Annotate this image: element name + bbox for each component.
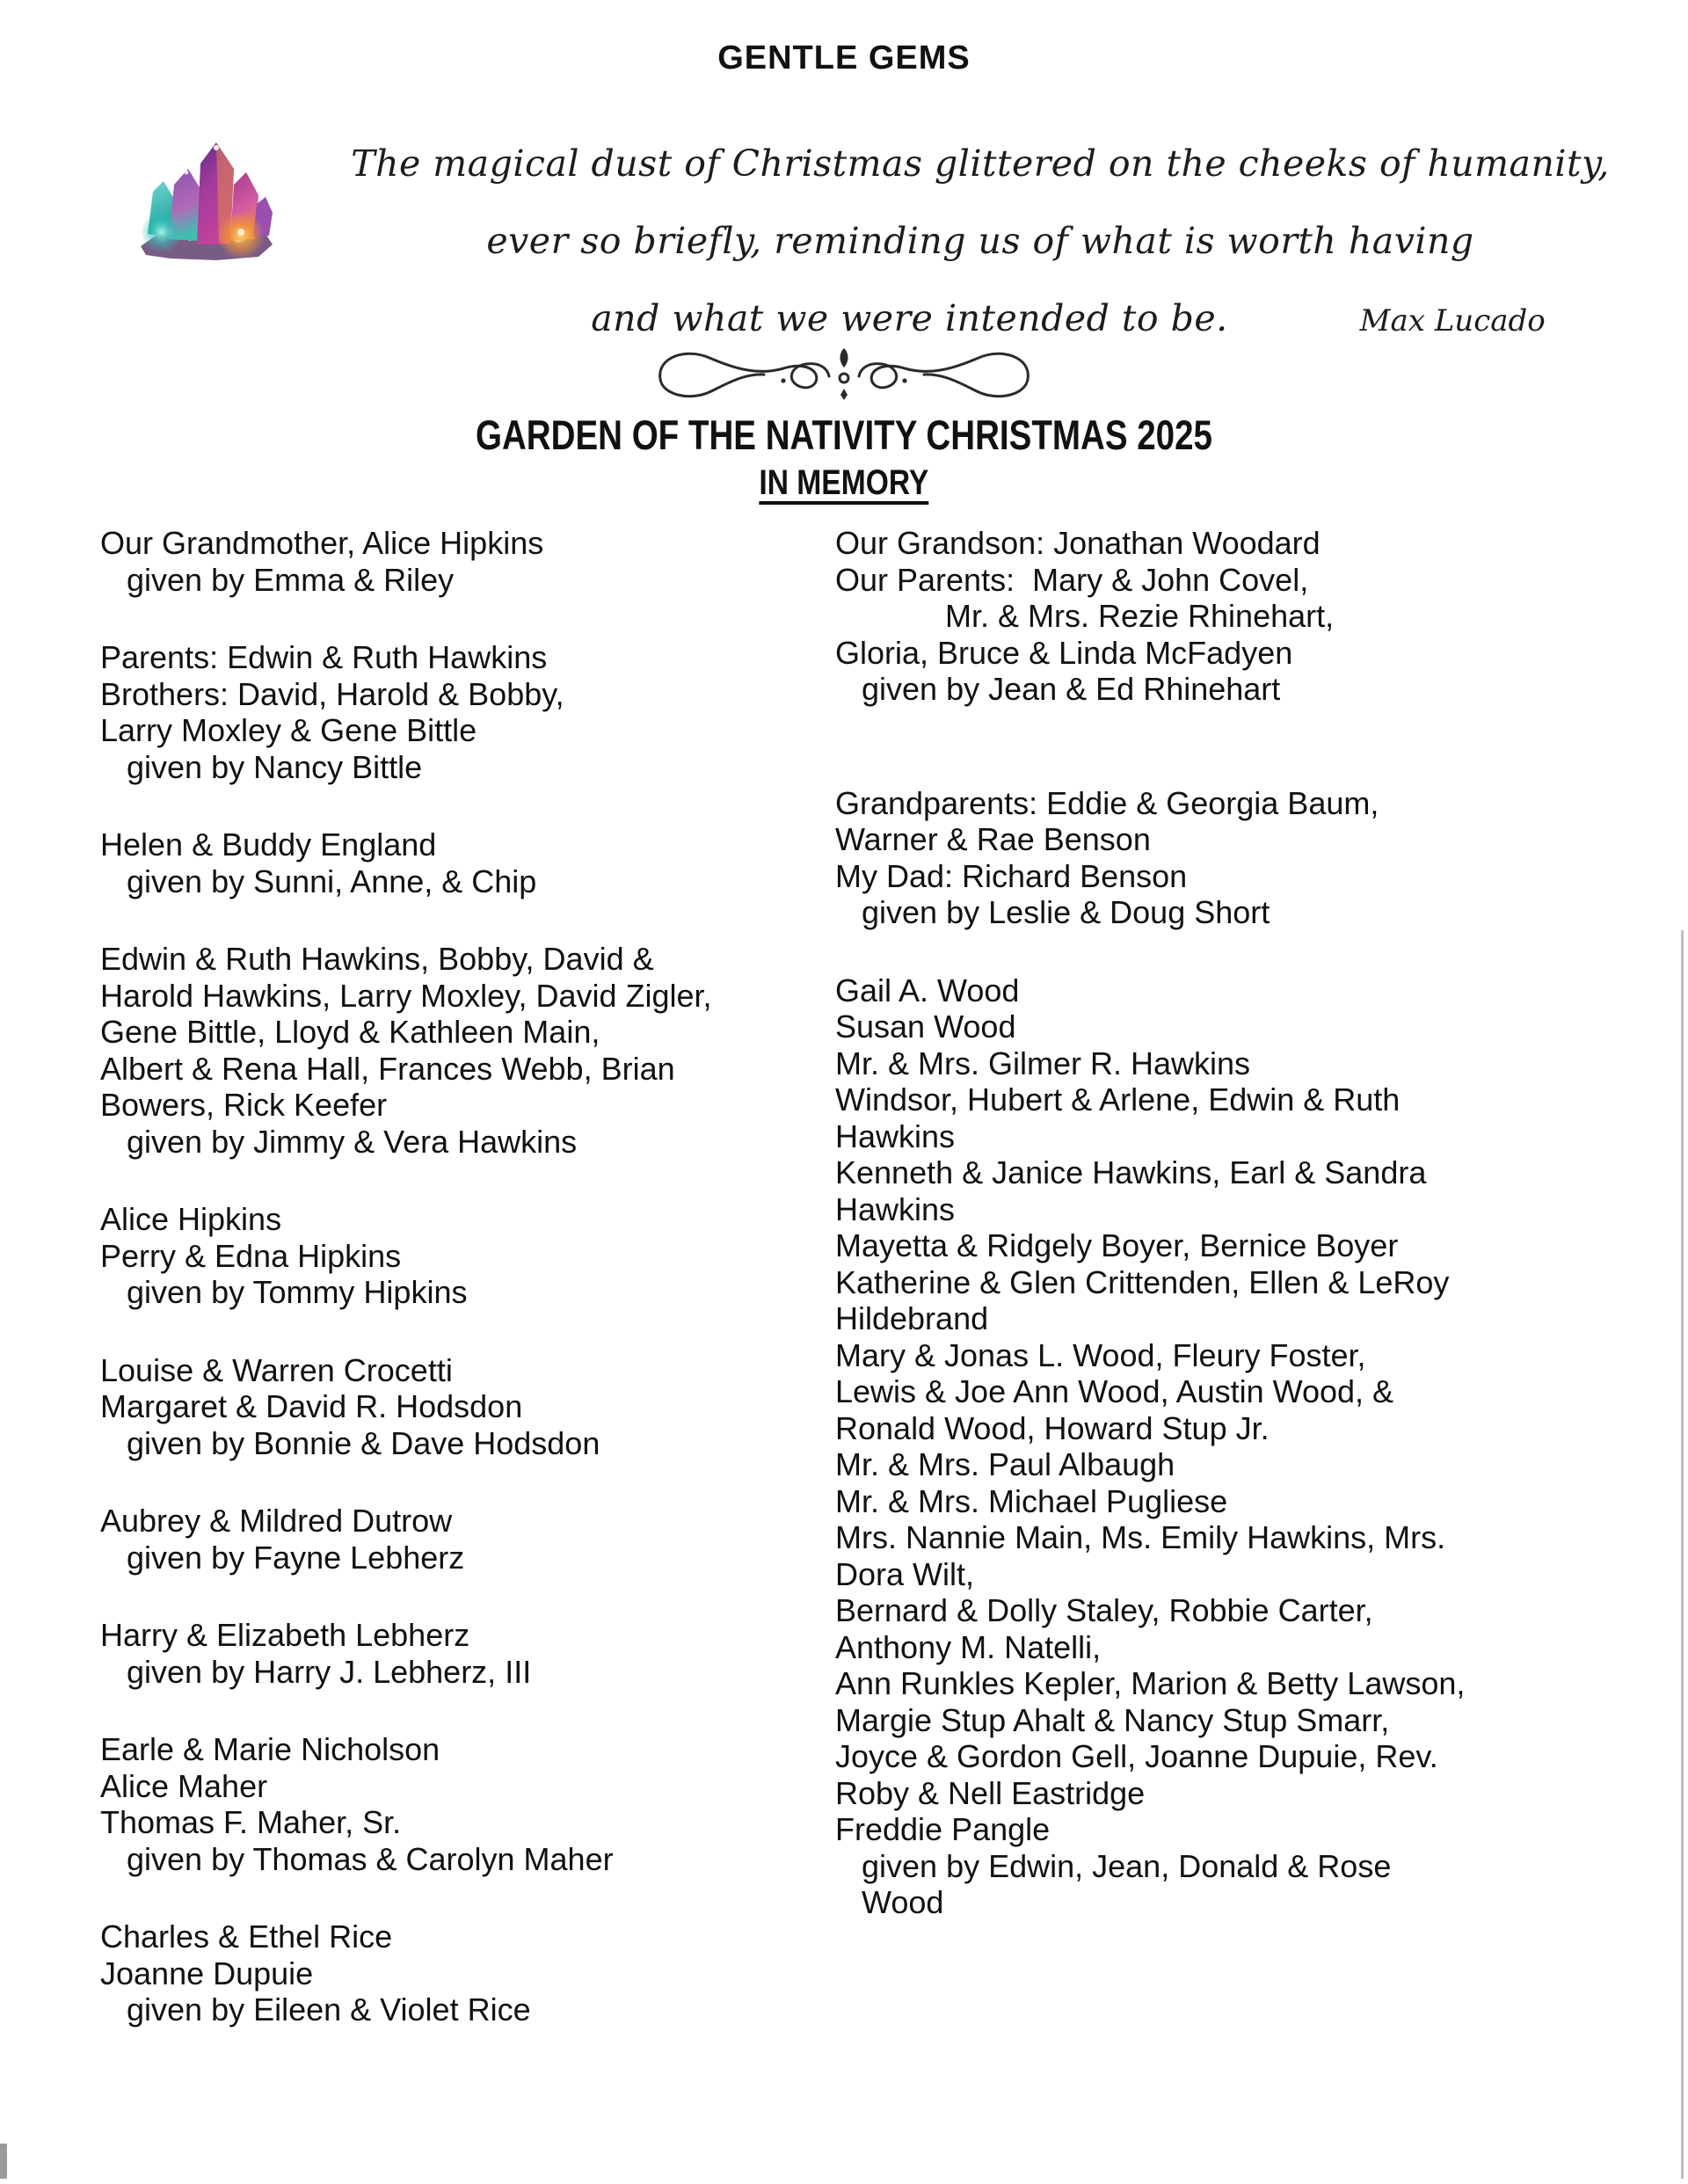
memorial-line: My Dad: Richard Benson bbox=[835, 857, 1188, 894]
quote-attribution: Max Lucado bbox=[1359, 303, 1546, 339]
memorial-column-left bbox=[100, 525, 835, 2070]
donor-line: given by Eileen & Violet Rice bbox=[127, 1991, 531, 2027]
memorial-line: Albert & Rena Hall, Frances Webb, Brian bbox=[100, 1050, 675, 1087]
crystal-gem-cluster-icon bbox=[128, 130, 280, 264]
memorial-line: Joyce & Gordon Gell, Joanne Dupuie, Rev. bbox=[835, 1738, 1438, 1774]
memorial-line: Charles & Ethel Rice bbox=[100, 1918, 393, 1955]
memorial-line: Alice Hipkins bbox=[100, 1201, 282, 1237]
memorial-entry bbox=[835, 785, 1588, 931]
memorial-line: Alice Maher bbox=[100, 1767, 268, 1804]
memorial-columns bbox=[0, 525, 1688, 2070]
memorial-line: Harry & Elizabeth Lebherz bbox=[100, 1617, 470, 1653]
memorial-line: Warner & Rae Benson bbox=[835, 821, 1151, 857]
memorial-line: Mr. & Mrs. Michael Pugliese bbox=[835, 1482, 1228, 1519]
memorial-line: Thomas F. Maher, Sr. bbox=[100, 1804, 402, 1840]
memorial-line: Roby & Nell Eastridge bbox=[835, 1774, 1146, 1811]
memorial-line: Ann Runkles Kepler, Marion & Betty Lawson, bbox=[835, 1665, 1466, 1701]
memorial-line: Larry Moxley & Gene Bittle bbox=[100, 712, 477, 748]
memorial-line: Parents: Edwin & Ruth Hawkins bbox=[100, 639, 548, 675]
memorial-line: Mary & Jonas L. Wood, Fleury Foster, bbox=[835, 1336, 1366, 1373]
donor-line: given by Jean & Ed Rhinehart bbox=[862, 671, 1281, 707]
quote-last-row bbox=[413, 280, 1688, 360]
memorial-column-right bbox=[835, 525, 1588, 2070]
memorial-line: Gloria, Bruce & Linda McFadyen bbox=[835, 634, 1293, 671]
scan-edge-artifact bbox=[1681, 930, 1684, 2179]
memorial-line: Hawkins bbox=[835, 1190, 956, 1227]
memorial-line: Margaret & David R. Hodsdon bbox=[100, 1388, 523, 1424]
memorial-entry bbox=[100, 525, 835, 598]
memorial-line: Lewis & Joe Ann Wood, Austin Wood, & bbox=[835, 1373, 1394, 1409]
memorial-entry bbox=[100, 941, 835, 1160]
memorial-line: Aubrey & Mildred Dutrow bbox=[100, 1503, 453, 1539]
memorial-line: Our Grandson: Jonathan Woodard bbox=[835, 525, 1321, 561]
memorial-entry bbox=[100, 1503, 835, 1576]
memorial-line: Our Parents: Mary & John Covel, bbox=[835, 561, 1309, 598]
memorial-line: Earle & Marie Nicholson bbox=[100, 1731, 440, 1767]
donor-line: given by Sunni, Anne, & Chip bbox=[127, 863, 537, 899]
section-heading-text: IN MEMORY bbox=[759, 463, 929, 502]
memorial-line: Edwin & Ruth Hawkins, Bobby, David & bbox=[100, 941, 654, 977]
donor-line: given by Tommy Hipkins bbox=[127, 1274, 468, 1310]
section-heading-in-memory bbox=[0, 463, 1688, 502]
donor-line: given by Jimmy & Vera Hawkins bbox=[127, 1123, 578, 1160]
donor-line: given by Edwin, Jean, Donald & Rose bbox=[862, 1847, 1392, 1884]
memorial-entry bbox=[100, 639, 835, 785]
event-title-text: GARDEN OF THE NATIVITY CHRISTMAS 2025 bbox=[475, 411, 1212, 458]
donor-line: given by Leslie & Doug Short bbox=[862, 894, 1270, 930]
memorial-line: Anthony M. Natelli, bbox=[835, 1628, 1102, 1665]
memorial-line: Hildebrand bbox=[835, 1300, 989, 1336]
donor-line: given by Thomas & Carolyn Maher bbox=[127, 1840, 614, 1877]
memorial-line: Gail A. Wood bbox=[835, 972, 1020, 1008]
memorial-line: Margie Stup Ahalt & Nancy Stup Smarr, bbox=[835, 1701, 1390, 1738]
memorial-line: Bowers, Rick Keefer bbox=[100, 1087, 388, 1123]
memorial-entry bbox=[100, 1617, 835, 1690]
event-title bbox=[0, 412, 1688, 458]
quote-line: and what we were intended to be. bbox=[591, 297, 1228, 339]
memorial-line: Windsor, Hubert & Arlene, Edwin & Ruth bbox=[835, 1081, 1401, 1117]
memorial-line: Susan Wood bbox=[835, 1008, 1016, 1045]
memorial-line: Mayetta & Ridgely Boyer, Bernice Boyer bbox=[835, 1227, 1399, 1263]
donor-line: given by Bonnie & Dave Hodsdon bbox=[127, 1424, 600, 1461]
memorial-line: Louise & Warren Crocetti bbox=[100, 1351, 453, 1388]
memorial-line: Kenneth & Janice Hawkins, Earl & Sandra bbox=[835, 1154, 1427, 1190]
memorial-line: Brothers: David, Harold & Bobby, bbox=[100, 675, 564, 712]
memorial-line: Hawkins bbox=[835, 1117, 956, 1154]
memorial-line: Harold Hawkins, Larry Moxley, David Zigler, bbox=[100, 977, 712, 1014]
memorial-line: Wood bbox=[862, 1884, 944, 1920]
memorial-line: Mr. & Mrs. Rezie Rhinehart, bbox=[945, 598, 1335, 634]
memorial-line: Mrs. Nannie Main, Ms. Emily Hawkins, Mrs. bbox=[835, 1519, 1446, 1555]
memorial-line: Gene Bittle, Lloyd & Kathleen Main, bbox=[100, 1014, 600, 1050]
memorial-line: Ronald Wood, Howard Stup Jr. bbox=[835, 1409, 1270, 1446]
quote-line: The magical dust of Christmas glittered on the cheeks of humanity, bbox=[351, 142, 1610, 185]
donor-line: given by Fayne Lebherz bbox=[127, 1539, 465, 1576]
memorial-entry bbox=[100, 1352, 835, 1462]
memorial-line: Freddie Pangle bbox=[835, 1811, 1051, 1847]
memorial-line: Bernard & Dolly Staley, Robbie Carter, bbox=[835, 1592, 1373, 1628]
memorial-line: Dora Wilt, bbox=[835, 1555, 975, 1592]
memorial-entry bbox=[100, 826, 835, 899]
memorial-line: Mr. & Mrs. Paul Albaugh bbox=[835, 1446, 1175, 1482]
memorial-line: Katherine & Glen Crittenden, Ellen & LeRoy bbox=[835, 1263, 1450, 1300]
memorial-line: Grandparents: Eddie & Georgia Baum, bbox=[835, 784, 1379, 821]
page-title: GENTLE GEMS bbox=[717, 40, 971, 76]
memorial-line: Perry & Edna Hipkins bbox=[100, 1237, 402, 1274]
donor-line: given by Nancy Bittle bbox=[127, 748, 423, 785]
scan-mark-artifact bbox=[0, 2144, 7, 2179]
memorial-entry bbox=[100, 1918, 835, 2028]
memorial-entry bbox=[100, 1731, 835, 1877]
memorial-entry bbox=[835, 525, 1588, 708]
donor-line: given by Emma & Riley bbox=[127, 561, 455, 598]
memorial-line: Mr. & Mrs. Gilmer R. Hawkins bbox=[835, 1045, 1251, 1081]
memorial-line: Joanne Dupuie bbox=[100, 1955, 314, 1991]
quote-line: ever so briefly, reminding us of what is worth having bbox=[486, 220, 1474, 262]
donor-line: given by Harry J. Lebherz, III bbox=[127, 1653, 532, 1690]
memorial-line: Helen & Buddy England bbox=[100, 826, 437, 863]
quote-block bbox=[325, 125, 1635, 360]
memorial-entry bbox=[100, 1201, 835, 1311]
memorial-entry bbox=[835, 972, 1588, 1921]
memorial-line: Our Grandmother, Alice Hipkins bbox=[100, 525, 544, 561]
crystal-gem-image bbox=[128, 130, 280, 264]
